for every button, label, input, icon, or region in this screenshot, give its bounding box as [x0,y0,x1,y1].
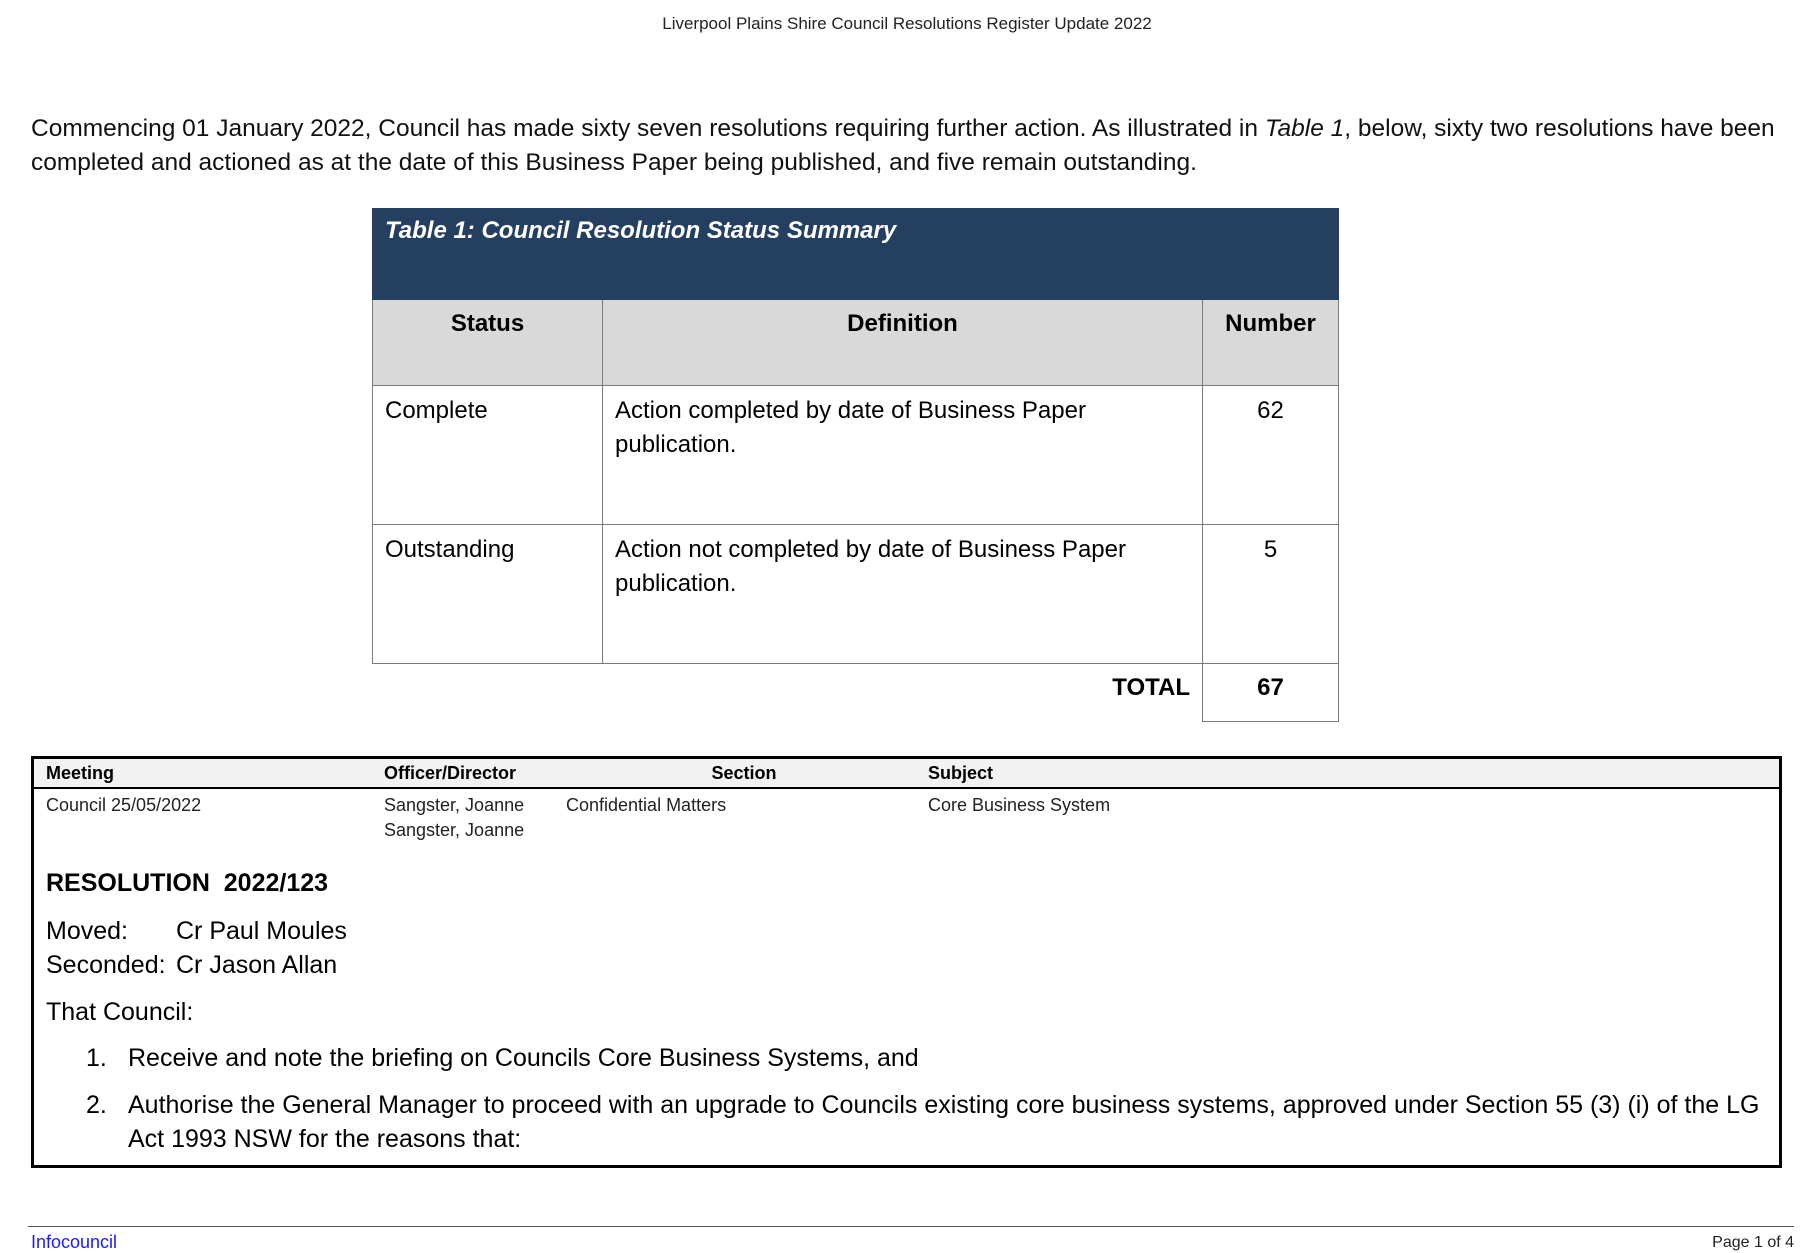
item-number: 2. [86,1091,107,1119]
footer-brand-link[interactable]: Infocouncil [31,1232,118,1252]
moved-line [46,917,347,946]
total-label: TOTAL [1112,674,1190,701]
officer-value [384,793,524,843]
that-council: That Council: [46,998,194,1026]
moved-value: Cr Paul Moules [176,917,347,945]
intro-text-2: , below, sixty two resolutions have been completed and actioned as at the date of this Business Paper being published, and five remain outstanding. [31,115,1775,176]
moved-label: Moved: [46,917,128,945]
intro-paragraph [31,112,1791,180]
column-header-definition: Definition [603,300,1203,386]
column-header-number: Number [1203,300,1339,386]
resolution-meta-values [34,789,1779,849]
status-cell: Outstanding [373,525,603,664]
number-cell: 5 [1203,525,1339,664]
status-summary-table [372,208,1338,722]
resolution-meta-header [34,759,1779,789]
officer-header: Officer/Director [384,763,517,783]
status-cell: Complete [373,386,603,525]
seconded-value: Cr Jason Allan [176,951,338,979]
table-row [373,386,1339,525]
list-item [46,1088,1766,1156]
intro-text-1: Commencing 01 January 2022, Council has made sixty seven resolutions requiring further action. As illustrated in [31,115,1265,142]
definition-cell: Action completed by date of Business Paper publication. [603,386,1203,525]
table-row [373,525,1339,664]
meeting-value: Council 25/05/2022 [46,795,202,815]
section-header: Section [711,763,777,783]
list-item [46,1041,1766,1075]
subject-header: Subject [928,763,994,783]
column-header-status: Status [373,300,603,386]
resolution-items [46,1041,1766,1169]
item-number: 1. [86,1044,107,1072]
seconded-line [46,951,337,980]
resolution-box [31,756,1782,1168]
seconded-label: Seconded: [46,951,166,979]
item-text: Receive and note the briefing on Councils Core Business Systems, and [128,1044,919,1072]
page-header: Liverpool Plains Shire Council Resolutions Register Update 2022 [662,14,1152,33]
definition-cell: Action not completed by date of Business Paper publication. [603,525,1203,664]
intro-table-ref: Table 1 [1264,115,1345,142]
section-value: Confidential Matters [566,795,727,815]
total-value: 67 [1203,664,1339,722]
resolution-title: RESOLUTION 2022/123 [46,869,329,897]
page-number: Page 1 of 4 [1712,1234,1794,1251]
subject-value: Core Business System [928,795,1111,815]
table-caption: Table 1: Council Resolution Status Summary [373,209,1339,300]
meeting-header: Meeting [46,763,115,783]
item-text: Authorise the General Manager to proceed with an upgrade to Councils existing core business systems, approved under Section 55 (3) (i) of the LG Act 1993 NSW for the reasons that: [128,1091,1760,1153]
officer-value-1: Sangster, Joanne [384,795,525,815]
number-cell: 62 [1203,386,1339,525]
footer-divider [28,1226,1794,1227]
officer-value-2: Sangster, Joanne [384,820,525,840]
